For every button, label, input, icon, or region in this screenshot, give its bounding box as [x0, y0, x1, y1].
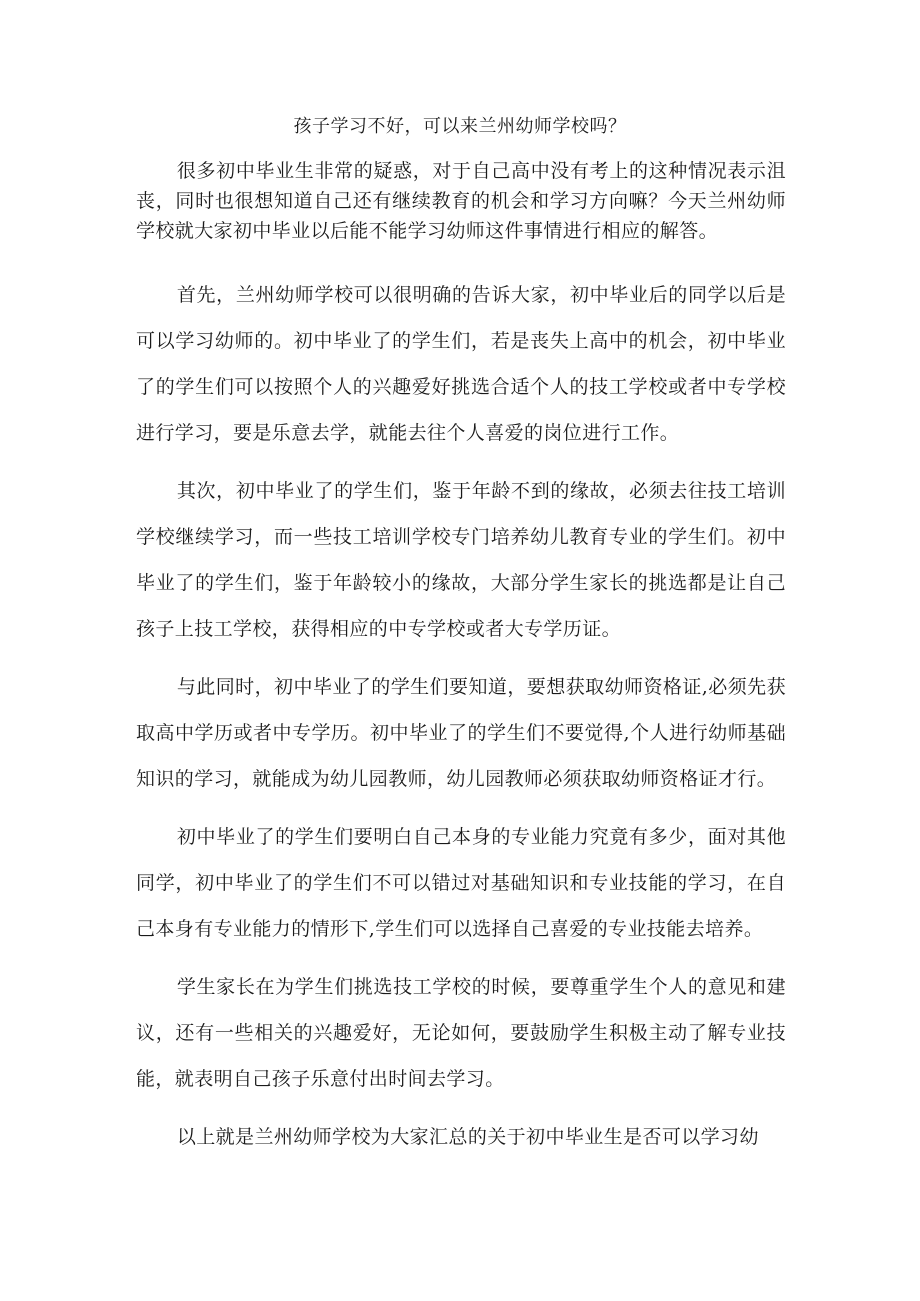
paragraph-meanwhile: 与此同时，初中毕业了的学生们要知道，要想获取幼师资格证,必须先获取高中学历或者中专学历。初中毕业了的学生们不要觉得,个人进行幼师基础知识的学习，就能成为幼儿园教师，幼儿园教师必须获取幼师资格证才行。 [136, 676, 786, 790]
paragraph-intro: 很多初中毕业生非常的疑惑，对于自己高中没有考上的这种情况表示沮丧，同时也很想知道自己还有继续教育的机会和学习方向嘛？今天兰州幼师学校就大家初中毕业以后能不能学习幼师这件事情进行相应的解答。 [136, 160, 786, 242]
page-title: 孩子学习不好，可以来兰州幼师学校吗？ [293, 116, 627, 137]
paragraph-second: 其次，初中毕业了的学生们，鉴于年龄不到的缘故，必须去往技工培训学校继续学习，而一些技工培训学校专门培养幼儿教育专业的学生们。初中毕业了的学生们，鉴于年龄较小的缘故，大部分学生家长的挑选都是让自己孩子上技工学校，获得相应的中专学校或者大专学历证。 [136, 480, 786, 640]
paragraph-ability: 初中毕业了的学生们要明白自己本身的专业能力究竟有多少，面对其他同学，初中毕业了的学生们不可以错过对基础知识和专业技能的学习，在自己本身有专业能力的情形下,学生们可以选择自己喜爱的专业技能去培养。 [136, 826, 786, 940]
paragraph-summary: 以上就是兰州幼师学校为大家汇总的关于初中毕业生是否可以学习幼 [176, 1126, 759, 1148]
document-body [136, 156, 786, 1172]
paragraph-first: 首先，兰州幼师学校可以很明确的告诉大家，初中毕业后的同学以后是可以学习幼师的。初中毕业了的学生们，若是丧失上高中的机会，初中毕业了的学生们可以按照个人的兴趣爱好挑选合适个人的技工学校或者中专学校进行学习，要是乐意去学，就能去往个人喜爱的岗位进行工作。 [136, 284, 786, 444]
paragraph-parents: 学生家长在为学生们挑选技工学校的时候，要尊重学生个人的意见和建议，还有一些相关的兴趣爱好，无论如何，要鼓励学生积极主动了解专业技能，就表明自己孩子乐意付出时间去学习。 [136, 976, 786, 1090]
